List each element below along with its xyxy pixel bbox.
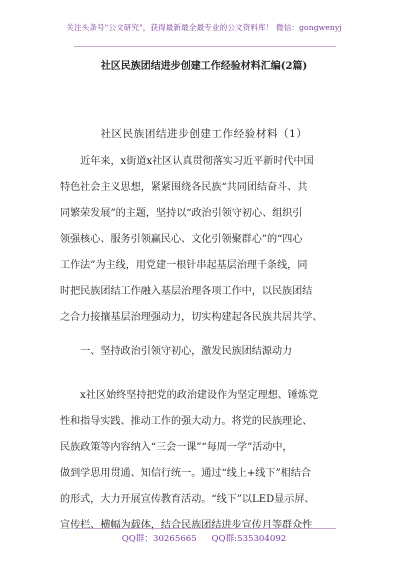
header-divider (74, 46, 336, 47)
paragraph-line: 民族政策等内容纳入“三会一课”“每周一学”活动中， (60, 442, 293, 453)
paragraph-line: 宣传栏、横幅为载体，结合民族团结进步宣传月等群众性 (60, 520, 313, 531)
paragraph-line: 时把民族团结工作融入基层治理各项工作中，以民族团结 (60, 286, 313, 297)
paragraph-line: 的形式，大力开展宣传教育活动。“线下”以LED显示屏、 (60, 494, 315, 505)
paragraph-line: 特色社会主义思想，紧紧围绕各民族“共同团结奋斗、共 (60, 182, 308, 193)
document-title: 社区民族团结进步创建工作经验材料汇编(2篇) (100, 61, 308, 72)
heading-line: 一、坚持政治引领守初心，激发民族团结源动力 (60, 346, 293, 357)
paragraph-line: 同繁荣发展”的主题，坚持以“政治引领守初心、组织引 (60, 208, 303, 219)
paragraph-line: 做到学思用贯通、知信行统一。通过“线上+线下”相结合 (60, 468, 311, 479)
paragraph-1 (60, 149, 340, 331)
footer-qq-group-1: QQ群：30265665 (121, 534, 197, 544)
header-banner: 关注头条号"公文研究"，获得最新最全最专业的公文资料库！ 微信：gongwenyj (66, 23, 342, 32)
paragraph-line: 之合力接攘基层治理强动力，切实构建起各民族共居共学、 (60, 312, 323, 323)
heading-1 (60, 339, 340, 365)
paragraph-line: 性和指导实践、推动工作的强大动力。将党的民族理论、 (60, 416, 313, 427)
paragraph-2 (60, 383, 340, 539)
section-title: 社区民族团结进步创建工作经验材料（1） (100, 128, 308, 140)
paragraph-line: x社区始终坚持把党的政治建设作为坚定理想、锤炼党 (60, 390, 319, 401)
paragraph-line: 领强核心、服务引领赢民心、文化引领聚群心”的“四心 (60, 234, 303, 245)
paragraph-line: 近年来，x街道x社区认真贯彻落实习近平新时代中国 (60, 156, 314, 167)
footer-divider (74, 528, 336, 529)
footer (0, 532, 408, 544)
footer-qq-group-2: QQ群:535304092 (211, 534, 287, 544)
paragraph-line: 工作法”为主线，用党建一根针串起基层治理千条线，同 (60, 260, 308, 271)
